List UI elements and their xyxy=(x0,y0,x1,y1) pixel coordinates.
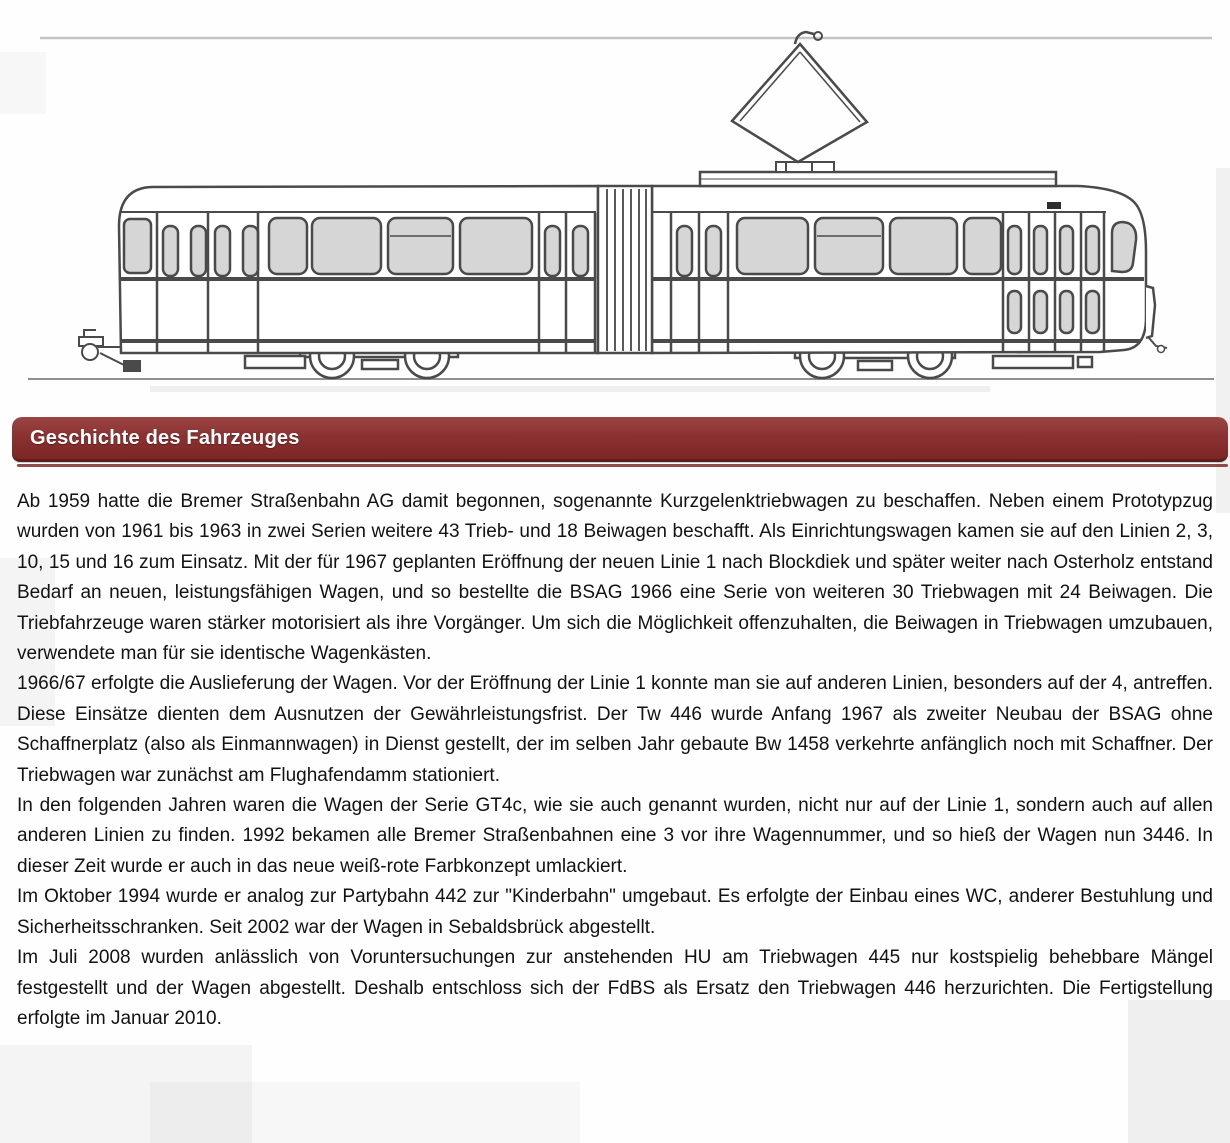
history-paragraph-2: 1966/67 erfolgte die Auslieferung der Wagen. Vor der Eröffnung der Linie 1 konnte man sie auf anderen Linien, besonders auf der 4, antreffen. Diese Einsätze dienten dem Ausnutzen der Gewährleistungsfrist. Der Tw 446 wurde Anfang 1967 als zweiter Neubau der BSAG ohne Schaffnerplatz (also als Einmannwagen) in Dienst gestellt, der im selben Jahr gebaute Bw 1458 verkehrte anfänglich noch mit Schaffner. Der Triebwagen war zunächst am Flughafendamm stationiert. xyxy=(17,673,1213,786)
tram-technical-drawing xyxy=(0,0,1230,408)
history-paragraph-5: Im Juli 2008 wurden anlässlich von Voruntersuchungen zur anstehenden HU am Triebwagen 445 nur kostspielig behebbare Mängel festgestellt und der Wagen abgestellt. Deshalb entschloss sich der FdBS als Ersatz den Triebwagen 446 herzurichten. Die Fertigstellung erfolgte im Januar 2010. xyxy=(17,947,1213,1029)
tram-side-elevation xyxy=(0,0,1230,408)
section-header-bar xyxy=(12,417,1228,462)
history-paragraph-4: Im Oktober 1994 wurde er analog zur Partybahn 442 zur "Kinderbahn" umgebaut. Es erfolgte der Einbau eines WC, anderer Bestuhlung und Sicherheitsschranken. Seit 2002 war der Wagen in Sebaldsbrück abgestellt. xyxy=(17,886,1213,938)
articulation-bellows xyxy=(598,186,652,353)
rear-bumper xyxy=(1146,286,1167,353)
history-text xyxy=(0,487,1230,1034)
history-paragraph-3: In den folgenden Jahren waren die Wagen der Serie GT4c, wie sie auch genannt wurden, nicht nur auf der Linie 1, sondern auch auf allen anderen Linien zu finden. 1992 bekamen alle Bremer Straßenbahnen eine 3 vor ihre Wagennummer, und so hieß der Wagen nun 3446. In dieser Zeit wurde er auch in das neue weiß-rote Farbkonzept umlackiert. xyxy=(17,795,1213,877)
pantograph xyxy=(732,32,867,172)
section-title: Geschichte des Fahrzeuges xyxy=(30,427,300,449)
history-paragraph-1: Ab 1959 hatte die Bremer Straßenbahn AG damit begonnen, sogenannte Kurzgelenktriebwagen zu beschaffen. Neben einem Prototypzug wurden von 1961 bis 1963 in zwei Serien weitere 43 Trieb- und 18 Beiwagen beschafft. Als Einrichtungswagen kamen sie auf den Linien 2, 3, 10, 15 und 16 zum Einsatz. Mit der für 1967 geplanten Eröffnung der neuen Linie 1 nach Blockdiek und später weiter nach Osterholz entstand Bedarf an neuen, leistungsfähigen Wagen, und so bestellte die BSAG 1966 eine Serie von weiteren 30 Triebwagen mit 24 Beiwagen. Die Triebfahrzeuge waren stärker motorisiert als ihre Vorgänger. Um sich die Möglichkeit offenzuhalten, die Beiwagen in Triebwagen umzubauen, verwendete man für sie identische Wagenkästen. xyxy=(17,491,1213,665)
front-car-windows xyxy=(124,218,588,276)
faded-photo-watermark xyxy=(150,1082,580,1143)
